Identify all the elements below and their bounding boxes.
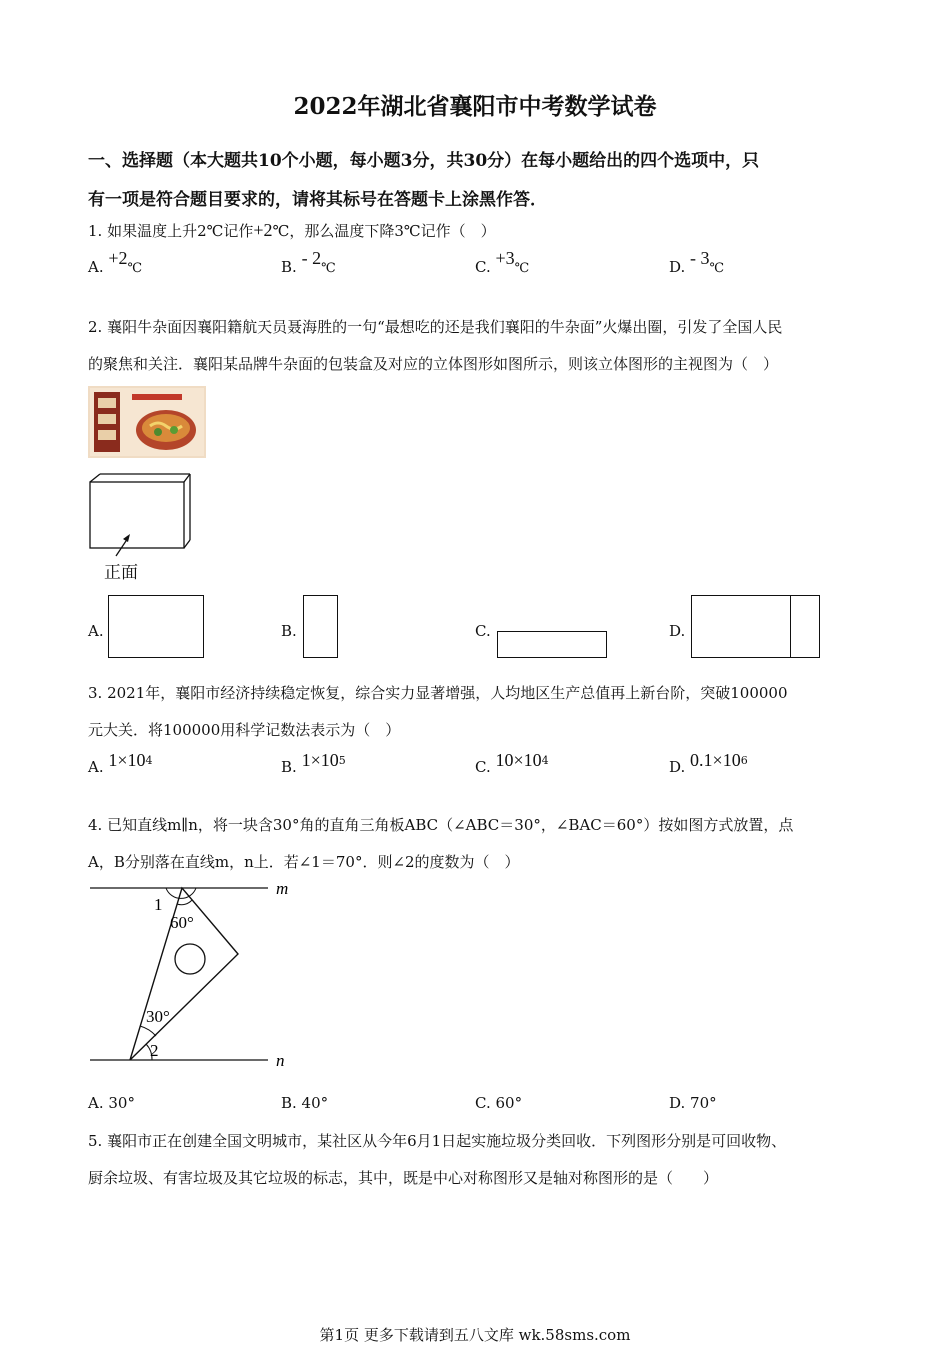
label-n: n xyxy=(276,1051,285,1070)
q1-stem-part-a: 1. 如果温度上升2℃记作 xyxy=(88,222,254,240)
page-footer: 第1页 更多下载请到五八文库 wk.58sms.com xyxy=(319,1326,631,1344)
q3-option-c[interactable]: C. $10\times 10^4$ xyxy=(475,750,549,776)
q1-stem-math: +2 xyxy=(253,220,273,240)
noodle-package-photo xyxy=(88,386,206,458)
box-3d-figure xyxy=(86,470,196,554)
q2-option-a-label[interactable]: A. xyxy=(88,622,104,640)
triangle-hole xyxy=(175,944,205,974)
page-title: 2022年湖北省襄阳市中考数学试卷 xyxy=(293,93,657,120)
q1-option-a[interactable]: A. +2℃ xyxy=(88,248,143,276)
q3-option-a[interactable]: A. $1\times 10^4$ xyxy=(88,750,153,776)
q4-option-b[interactable]: B. 40° xyxy=(281,1094,329,1112)
q2-option-d-divider xyxy=(790,596,791,657)
q2-option-d-shape[interactable] xyxy=(691,595,820,658)
label-m: m xyxy=(276,879,289,898)
label-60: 60° xyxy=(170,913,194,932)
q2-option-c-label[interactable]: C. xyxy=(475,622,491,640)
q2-option-b-shape[interactable] xyxy=(303,595,338,658)
label-angle-1: 1 xyxy=(154,895,163,914)
question-2-line1: 2. 襄阳牛杂面因襄阳籍航天员聂海胜的一句“最想吃的还是我们襄阳的牛杂面”火爆出圈，引发了全国人民 xyxy=(88,318,783,336)
label-angle-2: 2 xyxy=(150,1041,159,1060)
question-3-line2: 元大关．将100000用科学记数法表示为（ ） xyxy=(88,721,401,739)
q2-option-b-label[interactable]: B. xyxy=(281,622,297,640)
q1-option-c[interactable]: C. +3℃ xyxy=(475,248,530,276)
q4-option-c[interactable]: C. 60° xyxy=(475,1094,523,1112)
triangle-parallel-lines-figure xyxy=(86,876,296,1070)
question-4-line2: A，B分别落在直线m，n上．若∠1＝70°．则∠2的度数为（ ） xyxy=(88,853,520,871)
front-arrow-icon xyxy=(112,532,136,558)
q1-option-b[interactable]: B. - 2℃ xyxy=(281,248,336,276)
q2-option-c-shape[interactable] xyxy=(497,631,607,658)
q4-option-d[interactable]: D. 70° xyxy=(669,1094,717,1112)
question-5-line2: 厨余垃圾、有害垃圾及其它垃圾的标志，其中，既是中心对称图形又是轴对称图形的是（ ） xyxy=(88,1169,719,1187)
question-3-line1: 3. 2021年，襄阳市经济持续稳定恢复，综合实力显著增强，人均地区生产总值再上新台阶，突破100000 xyxy=(88,684,788,702)
q2-option-a-shape[interactable] xyxy=(108,595,204,658)
q1-stem-part-b: ℃，那么温度下降3℃记作（ ） xyxy=(272,222,496,240)
question-4-line1: 4. 已知直线m∥n，将一块含30°角的直角三角板ABC（∠ABC＝30°，∠BAC＝60°）按如图方式放置，点 xyxy=(88,816,794,834)
section-heading-line2: 有一项是符合题目要求的，请将其标号在答题卡上涂黑作答． xyxy=(88,190,547,210)
label-30: 30° xyxy=(146,1007,170,1026)
q4-option-a[interactable]: A. 30° xyxy=(88,1094,135,1112)
question-2-line2: 的聚焦和关注．襄阳某品牌牛杂面的包装盒及对应的立体图形如图所示，则该立体图形的主视图为（ ） xyxy=(88,355,779,373)
q2-option-d-label[interactable]: D. xyxy=(669,622,686,640)
q3-option-d[interactable]: D. $0.1\times 10^6$ xyxy=(669,750,748,776)
q1-option-d[interactable]: D. - 3℃ xyxy=(669,248,725,276)
question-5-line1: 5. 襄阳市正在创建全国文明城市，某社区从今年6月1日起实施垃圾分类回收．下列图形分别是可回收物、 xyxy=(88,1132,787,1150)
question-1-stem xyxy=(88,220,496,241)
front-label: 正面 xyxy=(104,563,138,583)
q3-option-b[interactable]: B. $1\times 10^5$ xyxy=(281,750,346,776)
section-heading-line1: 一、选择题（本大题共10个小题，每小题3分，共30分）在每小题给出的四个选项中，只 xyxy=(88,151,760,171)
